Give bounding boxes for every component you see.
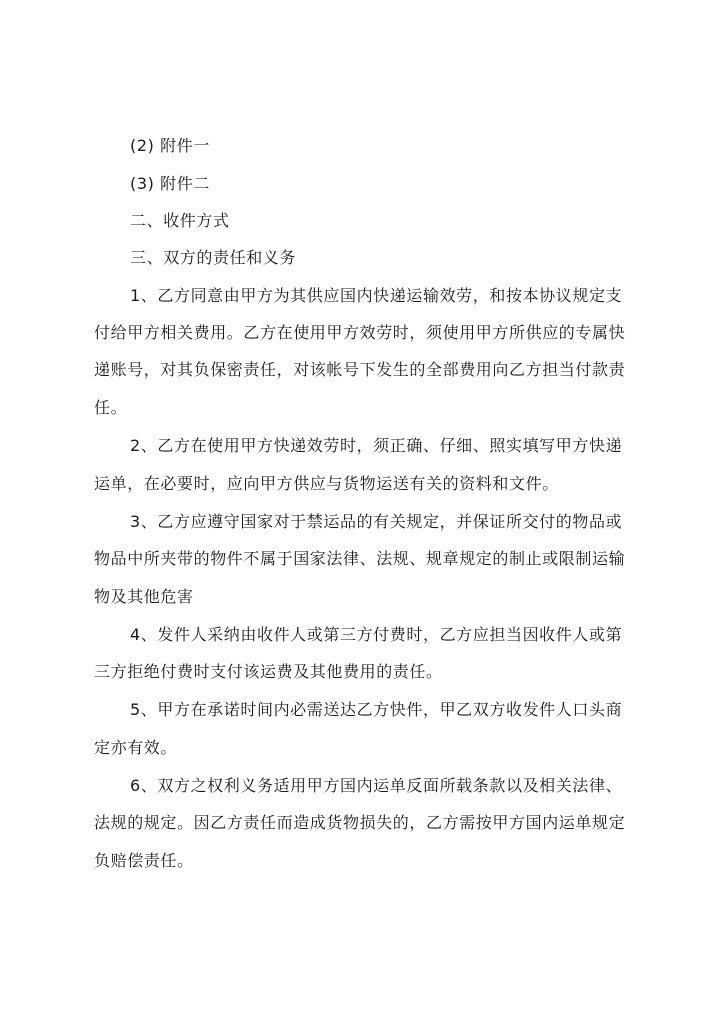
paragraph-line: 2、乙方在使用甲方快递效劳时，须正确、仔细、照实填写甲方快递 bbox=[130, 436, 623, 455]
paragraph-line: 任。 bbox=[94, 398, 128, 417]
paragraph-line: 4、发件人采纳由收件人或第三方付费时，乙方应担当因收件人或第 bbox=[130, 625, 623, 644]
section-heading-responsibilities: 三、双方的责任和义务 bbox=[130, 248, 297, 267]
section-heading-receiving-method: 二、收件方式 bbox=[130, 211, 230, 230]
paragraph-line: 物品中所夹带的物件不属于国家法律、法规、规章规定的制止或限制运输 bbox=[94, 549, 626, 568]
paragraph-line: 递账号，对其负保密责任，对该帐号下发生的全部费用向乙方担当付款责 bbox=[94, 360, 626, 379]
paragraph-line: 3、乙方应遵守国家对于禁运品的有关规定，并保证所交付的物品或 bbox=[130, 512, 623, 531]
paragraph-line: 三方拒绝付费时支付该运费及其他费用的责任。 bbox=[94, 662, 443, 681]
paragraph-line: 1、乙方同意由甲方为其供应国内快递运输效劳，和按本协议规定支 bbox=[130, 286, 623, 305]
paragraph-line: 物及其他危害 bbox=[94, 587, 194, 606]
paragraph-line: 5、甲方在承诺时间内必需送达乙方快件，甲乙双方收发件人口头商 bbox=[130, 700, 623, 719]
paragraph-line: 付给甲方相关费用。乙方在使用甲方效劳时，须使用甲方所供应的专属快 bbox=[94, 323, 626, 342]
attachment-item-3: (3) 附件二 bbox=[130, 174, 210, 193]
paragraph-line: 负赔偿责任。 bbox=[94, 851, 194, 870]
attachment-item-2: (2) 附件一 bbox=[130, 136, 210, 155]
paragraph-line: 运单，在必要时，应向甲方供应与货物运送有关的资料和文件。 bbox=[94, 474, 559, 493]
paragraph-line: 6、双方之权利义务适用甲方国内运单反面所载条款以及相关法律、 bbox=[130, 776, 623, 795]
paragraph-line: 法规的规定。因乙方责任而造成货物损失的，乙方需按甲方国内运单规定 bbox=[94, 813, 626, 832]
paragraph-line: 定亦有效。 bbox=[94, 738, 178, 757]
